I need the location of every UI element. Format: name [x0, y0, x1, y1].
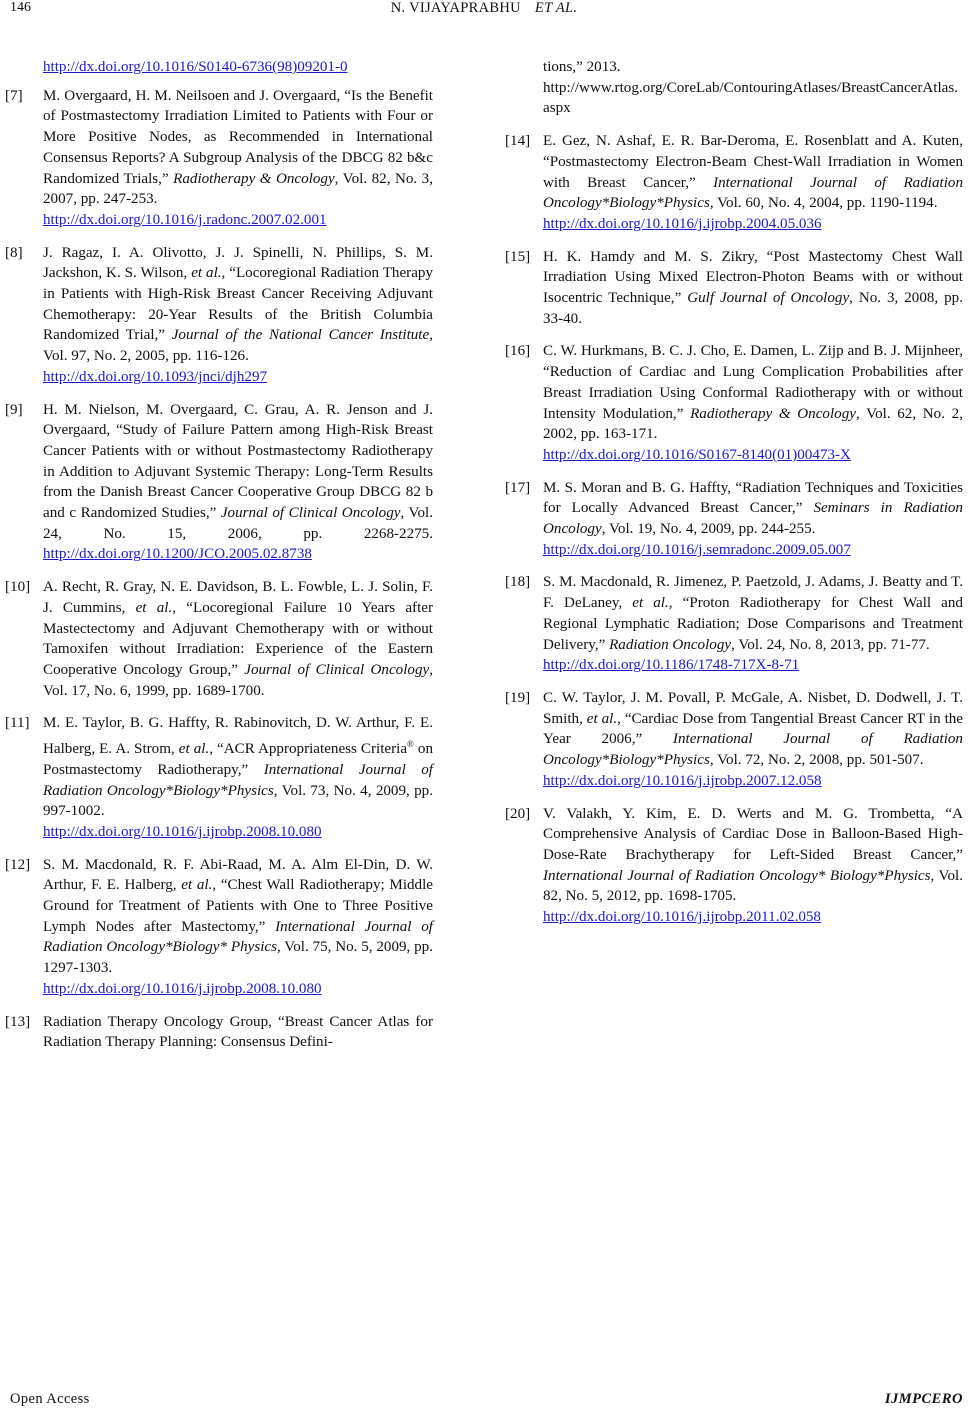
reference-doi-link[interactable]: http://dx.doi.org/10.1016/j.semradonc.2009.05.007 — [543, 541, 851, 558]
reference-volume: , Vol. 24, No. 15, 2006, pp. 2268-2275. — [43, 505, 433, 542]
reference-text: M. S. Moran and B. G. Haffty, “Radiation Techniques and Toxicities for Locally Advanced Breast Cancer,” — [543, 479, 963, 517]
reference-text: C. W. Hurkmans, B. C. J. Cho, E. Damen, L. Zijp and B. J. Mijnheer, “Reduction of Cardiac and Lung Complication Probabilities after Breast Irradiation Using Conformal Radiotherapy with or without Intensity Modulation,” — [543, 343, 963, 422]
reference-text: M. E. Taylor, B. G. Haffty, R. Rabinovitch, D. W. Arthur, F. E. Halberg, E. A. Strom, — [43, 715, 433, 758]
reference-item — [505, 804, 963, 928]
continued-doi-link[interactable]: http://dx.doi.org/10.1016/S0140-6736(98)09201-0 — [43, 59, 348, 75]
reference-journal: Gulf Journal of Oncology — [687, 290, 850, 307]
reference-body — [543, 131, 963, 235]
reference-body — [43, 855, 433, 1000]
reference-item — [5, 1012, 433, 1053]
reference-text: H. K. Hamdy and M. S. Zikry, “Post Mastectomy Chest Wall Irradiation Using Mixed Electron-Photon Beams with or without Isocentric Technique,” — [543, 248, 963, 307]
right-column — [505, 57, 963, 940]
footer-open-access: Open Access — [10, 1391, 90, 1407]
reference-body — [543, 341, 963, 465]
reference-item — [5, 243, 433, 388]
running-head — [0, 0, 968, 17]
reference-number: [12] — [5, 856, 31, 873]
reference-journal: Journal of Clinical Oncology — [220, 505, 401, 522]
reference-volume: , Vol. 82, No. 5, 2012, pp. 1698-1705. — [543, 867, 963, 905]
reference-number: [14] — [505, 133, 531, 150]
reference-etal: et al. — [586, 710, 618, 727]
reference-body — [543, 688, 963, 792]
page-number: 146 — [10, 0, 31, 15]
reference-number: [7] — [5, 87, 23, 104]
reference-doi-link[interactable]: http://dx.doi.org/10.1016/j.ijrobp.2011.02.058 — [543, 909, 821, 926]
reference-journal: International Journal of Radiation Oncology*Biology* Physics — [43, 918, 433, 956]
reference-body — [43, 1012, 433, 1053]
reference-body — [43, 713, 433, 842]
reference-journal: Journal of Clinical Oncology — [244, 661, 430, 678]
reference-etal: et al. — [181, 877, 213, 894]
reference-volume: , Vol. 72, No. 2, 2008, pp. 501-507. — [709, 752, 924, 769]
reference-number: [9] — [5, 401, 23, 418]
reference-item — [505, 572, 963, 676]
reference-doi-link[interactable]: http://dx.doi.org/10.1016/j.ijrobp.2004.05.036 — [543, 215, 822, 232]
reference-etal: et al. — [191, 265, 222, 282]
reference-journal: International Journal of Radiation Oncology*Biology*Physics — [543, 174, 963, 212]
reference-number: [15] — [505, 248, 531, 265]
reference-body — [43, 577, 433, 701]
reference-item — [5, 855, 433, 1000]
continued-text: tions,” 2013. — [543, 59, 621, 75]
reference-volume: , Vol. 60, No. 4, 2004, pp. 1190-1194. — [709, 195, 938, 212]
reference-volume: , No. 3, 2008, pp. 33-40. — [543, 290, 963, 327]
reference-number: [18] — [505, 574, 531, 591]
reference-etal: et al. — [135, 599, 173, 616]
left-column — [5, 57, 433, 1065]
reference-doi-link[interactable]: http://dx.doi.org/10.1016/j.radonc.2007.02.001 — [43, 211, 327, 228]
reference-volume: , Vol. 17, No. 6, 1999, pp. 1689-1700. — [43, 661, 433, 699]
reference-doi-link[interactable]: http://dx.doi.org/10.1186/1748-717X-8-71 — [543, 657, 800, 674]
reference-title: , “Proton Radiotherapy for Chest Wall and Regional Lymphatic Radiation; Dose Comparisons and Treatment Delivery,” — [543, 595, 963, 653]
reference-item — [5, 86, 433, 231]
reference-journal: International Journal of Radiation Oncology*Biology*Physics — [543, 731, 963, 769]
reference-item — [5, 577, 433, 701]
reference-title: , “Cardiac Dose from Tangential Breast Cancer RT in the Year 2006,” — [543, 710, 964, 748]
reference-body — [543, 478, 963, 561]
reference-number: [16] — [505, 343, 531, 360]
reference-number: [11] — [5, 715, 30, 732]
reference-body — [543, 572, 963, 676]
reference-volume: , Vol. 19, No. 4, 2009, pp. 244-255. — [601, 521, 816, 538]
reference-journal: International Journal of Radiation Oncology* Biology*Physics — [543, 867, 931, 884]
reference-title: , “ACR Appropriateness Criteria — [209, 741, 408, 758]
reference-text: A. Recht, R. Gray, N. E. Davidson, B. L. Fowble, L. J. Solin, F. J. Cummins, — [43, 579, 433, 616]
reference-title: , “Chest Wall Radiotherapy; Middle Ground for Treatment of Patients with One to Three Positive Lymph Nodes after Mastectomy,” — [43, 877, 433, 935]
reference-item — [505, 688, 963, 792]
running-head-etal: ET AL. — [534, 0, 578, 16]
reference-number: [8] — [5, 244, 23, 261]
reference-journal: Radiotherapy & Oncology — [690, 405, 856, 422]
reference-text: H. M. Nielson, M. Overgaard, C. Grau, A. R. Jenson and J. Overgaard, “Study of Failure Pattern among High-Risk Breast Cancer Patients with or without Postmastectomy Radiotherapy in Addition to Adjuvant Systemic Therapy: Long-Term Results from the Danish Breast Cancer Cooperative Group DBCG 82 b and c Randomized Studies,” — [43, 401, 433, 522]
reference-volume: , Vol. 75, No. 5, 2009, pp. 1297-1303. — [43, 939, 433, 977]
reference-volume: , Vol. 82, No. 3, 2007, pp. 247-253. — [43, 170, 433, 208]
reference-text: C. W. Taylor, J. M. Povall, P. McGale, A. Nisbet, D. Dodwell, J. T. Smith, — [543, 689, 963, 727]
reference-doi-link[interactable]: http://dx.doi.org/10.1016/S0167-8140(01)00473-X — [543, 446, 851, 463]
reference-item — [5, 400, 433, 566]
reference-volume: , Vol. 97, No. 2, 2005, pp. 116-126. — [43, 327, 433, 365]
reference-title: , “Locoregional Failure 10 Years after Mastectectomy and Adjuvant Chemotherapy with or without Tamoxifen without Irradiation: Experience of the Eastern Cooperative Oncology Group,” — [43, 599, 433, 678]
reference-text: J. Ragaz, I. A. Olivotto, J. J. Spinelli, N. Phillips, S. M. Jackshon, K. S. Wilson, — [43, 244, 433, 282]
reference-doi-link[interactable]: http://dx.doi.org/10.1200/JCO.2005.02.8738 — [43, 546, 312, 563]
reference-volume: , Vol. 62, No. 2, 2002, pp. 163-171. — [543, 405, 963, 443]
reference-etal: et al. — [632, 595, 669, 612]
reference-item — [505, 478, 963, 561]
reference-volume: , Vol. 24, No. 8, 2013, pp. 71-77. — [731, 636, 930, 653]
reference-item — [505, 341, 963, 465]
reference-body — [543, 247, 963, 330]
footer-journal: IJMPCERO — [884, 1391, 963, 1407]
reference-title: , “Locoregional Radiation Therapy in Patients with High-Risk Breast Cancer Receiving Adjuvant Chemotherapy: 20-Year Results of the British Columbia Randomized Trial,” — [43, 265, 433, 344]
reference-number: [20] — [505, 805, 531, 822]
reference-journal: Seminars in Radiation Oncology — [543, 500, 963, 538]
reference-body — [43, 400, 433, 566]
reference-text: S. M. Macdonald, R. Jimenez, P. Paetzold, J. Adams, J. Beatty and T. F. DeLaney, — [543, 574, 963, 612]
reference-number: [13] — [5, 1013, 31, 1030]
running-head-author: N. VIJAYAPRABHU — [390, 0, 521, 16]
reference-text: E. Gez, N. Ashaf, E. R. Bar-Deroma, E. Rosenblatt and A. Kuten, “Postmastectomy Electron-Beam Chest-Wall Irradiation in Women with Breast Cancer,” — [543, 133, 963, 191]
reference-etal: et al. — [178, 741, 210, 758]
reference-doi-link[interactable]: http://dx.doi.org/10.1016/j.ijrobp.2008.10.080 — [43, 823, 322, 840]
reference-journal: Journal of the National Cancer Institute — [171, 327, 430, 344]
reference-number: [19] — [505, 689, 531, 706]
reference-text: V. Valakh, Y. Kim, E. D. Werts and M. G. Trombetta, “A Comprehensive Analysis of Cardiac Dose in Balloon-Based High-Dose-Rate Brachytherapy for Left-Sided Breast Cancer,” — [543, 805, 963, 863]
reference-body — [43, 86, 433, 231]
reference-volume: , Vol. 73, No. 4, 2009, pp. 997-1002. — [43, 782, 433, 820]
reference-text: Radiation Therapy Oncology Group, “Breast Cancer Atlas for Radiation Therapy Planning: Consensus Defini- — [43, 1013, 433, 1051]
reference-journal: Radiotherapy & Oncology — [173, 170, 335, 187]
reference-item — [505, 131, 963, 235]
reference-number: [10] — [5, 579, 31, 596]
reference-doi-link[interactable]: http://dx.doi.org/10.1016/j.ijrobp.2008.10.080 — [43, 980, 322, 997]
reference-journal: International Journal of Radiation Oncology*Biology*Physics — [43, 761, 433, 799]
reference-number: [17] — [505, 479, 531, 496]
left-reference-list — [5, 86, 433, 1053]
registered-mark: ® — [407, 739, 414, 750]
reference-item — [5, 713, 433, 842]
right-reference-list — [505, 131, 963, 928]
reference-item — [505, 247, 963, 330]
reference-body — [543, 804, 963, 928]
reference-doi-link[interactable]: http://dx.doi.org/10.1016/j.ijrobp.2007.12.058 — [543, 772, 822, 789]
reference-title-cont: on Postmastectomy Radiotherapy,” — [43, 741, 434, 778]
reference-text: S. M. Macdonald, R. F. Abi-Raad, M. A. Alm El-Din, D. W. Arthur, F. E. Halberg, — [43, 856, 433, 894]
reference-body — [43, 243, 433, 388]
reference-text: M. Overgaard, H. M. Neilsoen and J. Overgaard, “Is the Benefit of Postmastectomy Irradiation Limited to Patients with Four or More Positive Nodes, as Recommended in International Consensus Reports? A Subgroup Analysis of the DBCG 82 b&c Randomized Trials,” — [43, 87, 433, 187]
continued-url: http://www.rtog.org/CoreLab/ContouringAtlases/BreastCancerAtlas.aspx — [543, 79, 959, 117]
reference-journal: Radiation Oncology — [609, 636, 732, 653]
reference-doi-link[interactable]: http://dx.doi.org/10.1093/jnci/djh297 — [43, 368, 268, 385]
